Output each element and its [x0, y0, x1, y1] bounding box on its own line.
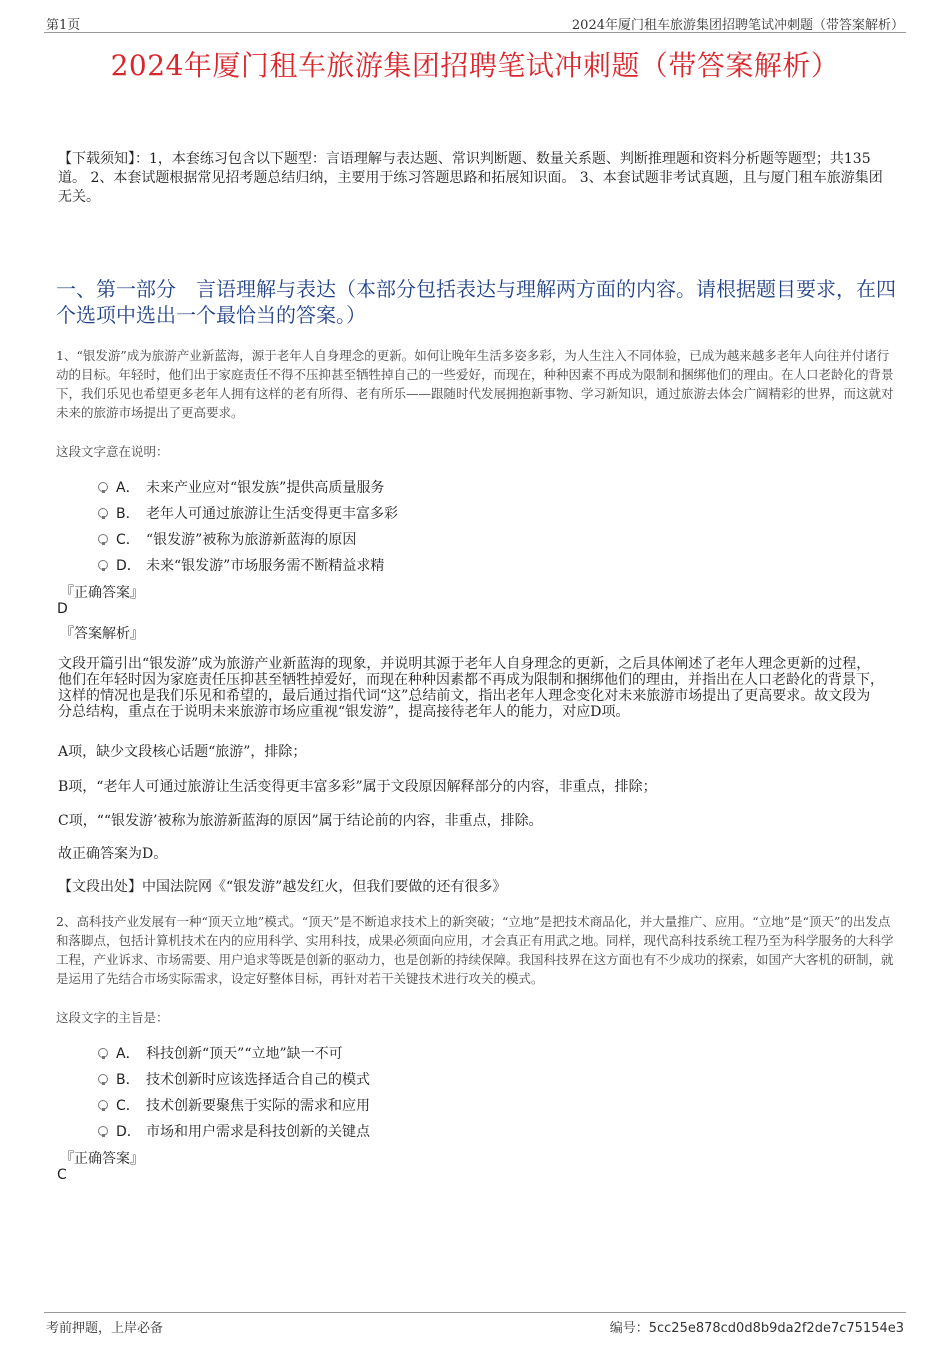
radio-icon[interactable] — [98, 1048, 108, 1058]
question-2-prompt: 这段文字的主旨是： — [56, 1010, 169, 1025]
page-header — [44, 12, 906, 33]
code-label: 编号： — [609, 1321, 649, 1336]
analysis-label: 『答案解析』 — [60, 626, 144, 642]
answer-label: 『正确答案』 — [60, 1151, 144, 1167]
footer-slogan: 考前押题，上岸必备 — [46, 1321, 164, 1336]
analysis-option-b: B项，“老年人可通过旅游让生活变得更丰富多彩”属于文段原因解释部分的内容，非重点，排除； — [58, 779, 657, 795]
radio-icon[interactable] — [98, 560, 108, 570]
question-2-text: 2、高科技产业发展有一种“顶天立地”模式。“顶天”是不断追求技术上的新突破；“立地”是把技术商品化，并大量推广、应用。“立地”是“顶天”的出发点和落脚点，包括计算机技术在内的应用科学、实用科技，成果必须面向应用，才会真正有用武之地。同样，现代高科技系统工程乃至为科学服务的大科学工程，产业诉求、市场需要、用户追求等既是创新的驱动力，也是创新的持续保障。我国科技界在这方面也有不少成功的探索，如国产大客机的研制，就是运用了先结合市场实际需求，设定好整体目标，再针对若干关键技术进行攻关的模式。 — [56, 914, 894, 986]
radio-icon[interactable] — [98, 508, 108, 518]
answer-value: D — [57, 601, 68, 617]
radio-icon[interactable] — [98, 1126, 108, 1136]
answer-value: C — [57, 1167, 67, 1183]
answer-label: 『正确答案』 — [60, 585, 144, 601]
document-page: 第1页 2024年厦门租车旅游集团招聘笔试冲刺题（带答案解析） 2024年厦门租车旅游集团招聘笔试冲刺题（带答案解析） 【下载须知】：1，本套练习包含以下题型：言语理解与表达题、常识判断题、数量关系题、判断推理题和资料分析题等题型；共135道。 2、本套试题根据常见招考题总结归纳，主要用于练习答题思路和拓展知识面。 3、本套试题非考试真题，且与厦门租车旅游集团无关。 一、第一部分 言语理解与表达（本部分包括表达与理解两方面的内容。请根据题目要求，在四个选项中选出一个最恰当的答案。） 1、“银发游”成为旅游产业新蓝海，源于老年人自身理念的更新。如何让晚年生活多姿多彩，为人生注入不同体验，已成为越来越多老年人向往并付诸行动的目标。年轻时，他们出于家庭责任不得不压抑甚至牺牲掉自己的一些爱好，而现在，种种因素不再成为限制和捆绑他们的理由。在人口老龄化的背景下，我们乐见也希望更多老年人拥有这样的老有所得、老有所乐——跟随时代发展拥抱新事物、学习新知识，通过旅游去体会广阔精彩的世界，而这就对未来的旅游市场提出了更高要求。 这段文字意在说明： A． 未来产业应对“银发族”提供高质量服务 B． 老年人可通过旅游让生活变得更丰富多彩 C． “银发游”被称为旅游新蓝海的原因 D． 未来“银发游”市场服务需不断精益求精 『正确答案』 D 『答案解析』 文段开篇引出“银发游”成为旅游产业新蓝海的现象，并说明其源于老年人自身理念的更新，之后具体阐述了老年人理念更新的过程，他们在年轻时因为家庭责任压抑甚至牺牲掉爱好，而现在种种因素都不再成为限制和捆绑他们的理由，并指出在人口老龄化的背景下，这样的情况也是我们乐见和希望的，最后通过指代词“这”总结前文，指出老年人理念变化对未来旅游市场提出了更高要求。故文段为分总结构，重点在于说明未来旅游市场应重视“银发游”，提高接待老年人的能力，对应D项。 A项，缺少文段核心话题“旅游”，排除； B项，“老年人可通过旅游让生活变得更丰富多彩”属于文段原因解释部分的内容，非重点，排除； C项，““银发游’被称为旅游新蓝海的原因”属于结论前的内容，非重点，排除。 故正确答案为D。 【文段出处】中国法院网《“银发游”越发红火，但我们要做的还有很多》 2、高科技产业发展有一种“顶天立地”模式。“顶天”是不断追求技术上的新突破；“立地”是把技术商品化，并大量推广、应用。“立地”是“顶天”的出发点和落脚点，包括计算机技术在内的应用科学、实用科技，成果必须面向应用，才会真正有用武之地。同样，现代高科技系统工程乃至为科学服务的大科学工程，产业诉求、市场需要、用户追求等既是创新的驱动力，也是创新的持续保障。我国科技界在这方面也有不少成功的探索，如国产大客机的研制，就是运用了先结合市场实际需求，设定好整体目标，再针对若干关键技术进行攻关的模式。 这段文字的主旨是： A． 科技创新“顶天”“立地”缺一不可 B． 技术创新时应该选择适合自己的模式 C． 技术创新要聚焦于实际的需求和应用 D． 市场和用户需求是科技创新的关键点 『正确答案』 C 考前押题，上岸必备 编号：5cc25e878cd0d8b9da2f2de7c75154e3 — [0, 0, 950, 1345]
page-footer — [44, 1312, 906, 1337]
radio-icon[interactable] — [98, 1100, 108, 1110]
radio-icon[interactable] — [98, 534, 108, 544]
page-number: 第1页 — [46, 18, 81, 33]
analysis-option-a: A项，缺少文段核心话题“旅游”，排除； — [58, 744, 307, 760]
code-value: 5cc25e878cd0d8b9da2f2de7c75154e3 — [648, 1321, 904, 1336]
question-1-prompt: 这段文字意在说明： — [56, 444, 169, 459]
text-source: 【文段出处】中国法院网《“银发游”越发红火，但我们要做的还有很多》 — [58, 879, 507, 895]
download-notice: 【下载须知】：1，本套练习包含以下题型：言语理解与表达题、常识判断题、数量关系题、判断推理题和资料分析题等题型；共135道。 2、本套试题根据常见招考题总结归纳，主要用于练习答题思路和拓展知识面。 3、本套试题非考试真题，且与厦门租车旅游集团无关。 — [58, 151, 883, 205]
radio-icon[interactable] — [98, 1074, 108, 1084]
page-title: 2024年厦门租车旅游集团招聘笔试冲刺题（带答案解析） — [110, 49, 840, 82]
header-doc-title: 2024年厦门租车旅游集团招聘笔试冲刺题（带答案解析） — [571, 18, 904, 33]
analysis-paragraph: 文段开篇引出“银发游”成为旅游产业新蓝海的现象，并说明其源于老年人自身理念的更新，之后具体阐述了老年人理念更新的过程，他们在年轻时因为家庭责任压抑甚至牺牲掉爱好，而现在种种因素都不再成为限制和捆绑他们的理由，并指出在人口老龄化的背景下，这样的情况也是我们乐见和希望的，最后通过指代词“这”总结前文，指出老年人理念变化对未来旅游市场提出了更高要求。故文段为分总结构，重点在于说明未来旅游市场应重视“银发游”，提高接待老年人的能力，对应D项。 — [58, 656, 884, 720]
question-1-text: 1、“银发游”成为旅游产业新蓝海，源于老年人自身理念的更新。如何让晚年生活多姿多彩，为人生注入不同体验，已成为越来越多老年人向往并付诸行动的目标。年轻时，他们出于家庭责任不得不压抑甚至牺牲掉自己的一些爱好，而现在，种种因素不再成为限制和捆绑他们的理由。在人口老龄化的背景下，我们乐见也希望更多老年人拥有这样的老有所得、老有所乐——跟随时代发展拥抱新事物、学习新知识，通过旅游去体会广阔精彩的世界，而这就对未来的旅游市场提出了更高要求。 — [56, 348, 894, 420]
analysis-conclusion: 故正确答案为D。 — [58, 846, 168, 862]
analysis-option-c: C项，““银发游’被称为旅游新蓝海的原因”属于结论前的内容，非重点，排除。 — [58, 813, 543, 829]
footer-code — [610, 1317, 904, 1336]
section-heading: 一、第一部分 言语理解与表达（本部分包括表达与理解两方面的内容。请根据题目要求，在四个选项中选出一个最恰当的答案。） — [56, 277, 896, 327]
radio-icon[interactable] — [98, 482, 108, 492]
